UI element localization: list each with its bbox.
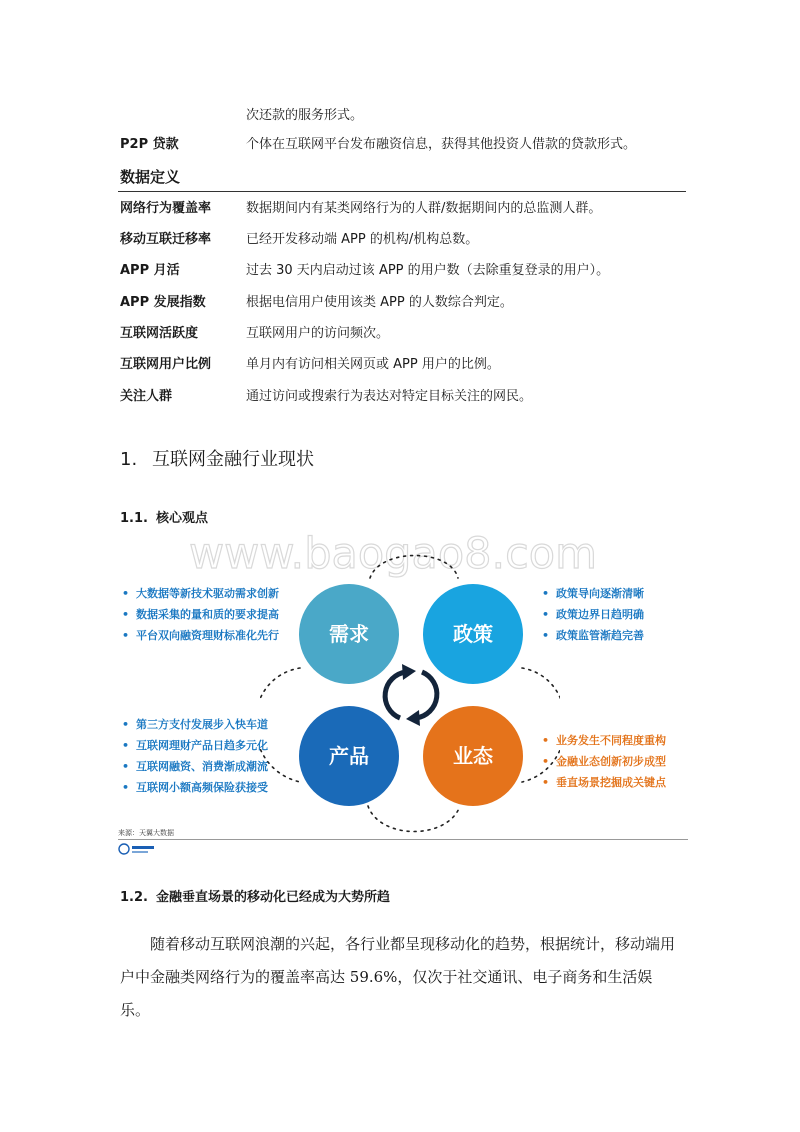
definition-term: 关注人群 xyxy=(120,389,173,404)
list-item: • 大数据等新技术驱动需求创新 xyxy=(122,587,279,600)
section-1-2-heading xyxy=(120,886,390,905)
list-item: • 互联网小额高频保险获接受 xyxy=(122,781,268,794)
definition-text: 互联网用户的访问频次。 xyxy=(246,326,390,341)
demand-label: 需求 xyxy=(329,622,369,646)
definition-term: 互联网用户比例 xyxy=(120,357,212,372)
product-label: 产品 xyxy=(329,744,369,768)
logo-mark xyxy=(119,844,129,854)
list-item: • 互联网理财产品日趋多元化 xyxy=(122,739,268,752)
section-number: 1.2. xyxy=(120,890,148,905)
section-title: 金融垂直场景的移动化已经成为大势所趋 xyxy=(156,890,391,905)
continuation-text: 次还款的服务形式。 xyxy=(246,108,364,123)
section-1-heading xyxy=(120,445,314,471)
logo-wordmark xyxy=(132,846,154,849)
policy-label: 政策 xyxy=(453,622,493,646)
arrowhead-right xyxy=(406,710,420,726)
definition-text: 数据期间内有某类网络行为的人群/数据期间内的总监测人群。 xyxy=(246,201,602,216)
list-item: • 垂直场景挖掘成关键点 xyxy=(542,776,666,789)
source-rule xyxy=(118,839,688,840)
definition-text: 通过访问或搜索行为表达对特定目标关注的网民。 xyxy=(246,389,533,404)
definition-text: 单月内有访问相关网页或 APP 用户的比例。 xyxy=(246,357,500,372)
list-item: • 政策导向逐渐清晰 xyxy=(542,587,644,600)
definition-term: APP 发展指数 xyxy=(120,295,206,310)
definition-text: 过去 30 天内启动过该 APP 的用户数（去除重复登录的用户）。 xyxy=(246,263,610,278)
section-number: 1. xyxy=(120,449,138,470)
list-item: • 平台双向融资理财标准化先行 xyxy=(122,629,279,642)
data-definition-heading: 数据定义 xyxy=(120,168,181,186)
watermark-text: www.baogao8.com xyxy=(189,529,597,579)
list-item: • 数据采集的量和质的要求提高 xyxy=(122,608,279,621)
logo-subtext xyxy=(132,851,148,853)
cycle-arrow-right xyxy=(416,672,437,718)
cycle-arrow-left xyxy=(385,672,406,718)
dotted-arc-bottom xyxy=(368,806,460,832)
definition-term: 移动互联迁移率 xyxy=(120,232,212,247)
source-note: 来源：天翼大数据 xyxy=(118,829,174,837)
definition-text: 根据电信用户使用该类 APP 的人数综合判定。 xyxy=(246,295,513,310)
core-viewpoint-diagram xyxy=(260,550,560,840)
list-item: • 政策边界日趋明确 xyxy=(542,608,644,621)
list-item: • 业务发生不同程度重构 xyxy=(542,734,666,747)
p2p-term: P2P 贷款 xyxy=(120,137,179,152)
section-number: 1.1. xyxy=(120,511,148,526)
heading-rule xyxy=(118,191,686,192)
section-title: 互联网金融行业现状 xyxy=(152,449,314,470)
definition-term: APP 月活 xyxy=(120,263,180,278)
body-paragraph: 随着移动互联网浪潮的兴起，各行业都呈现移动化的趋势，根据统计，移动端用户中金融类网络行为的覆盖率高达 59.6%，仅次于社交通讯、电子商务和生活娱乐。 xyxy=(120,935,676,1019)
list-item: • 互联网融资、消费渐成潮流 xyxy=(122,760,268,773)
p2p-definition: 个体在互联网平台发布融资信息，获得其他投资人借款的贷款形式。 xyxy=(246,137,637,152)
definition-term: 互联网活跃度 xyxy=(120,326,199,341)
section-title: 核心观点 xyxy=(156,511,209,526)
definition-term: 网络行为覆盖率 xyxy=(120,201,212,216)
dotted-outline xyxy=(260,556,560,832)
definition-text: 已经开发移动端 APP 的机构/机构总数。 xyxy=(246,232,479,247)
dotted-arc-top xyxy=(370,556,458,579)
arrowhead-left xyxy=(402,664,416,680)
list-item: • 金融业态创新初步成型 xyxy=(542,755,666,768)
list-item: • 第三方支付发展步入快车道 xyxy=(122,718,268,731)
china-telecom-logo xyxy=(118,842,158,856)
list-item: • 政策监管渐趋完善 xyxy=(542,629,644,642)
business-label: 业态 xyxy=(453,744,493,768)
cycle-arrows-icon xyxy=(385,664,437,726)
